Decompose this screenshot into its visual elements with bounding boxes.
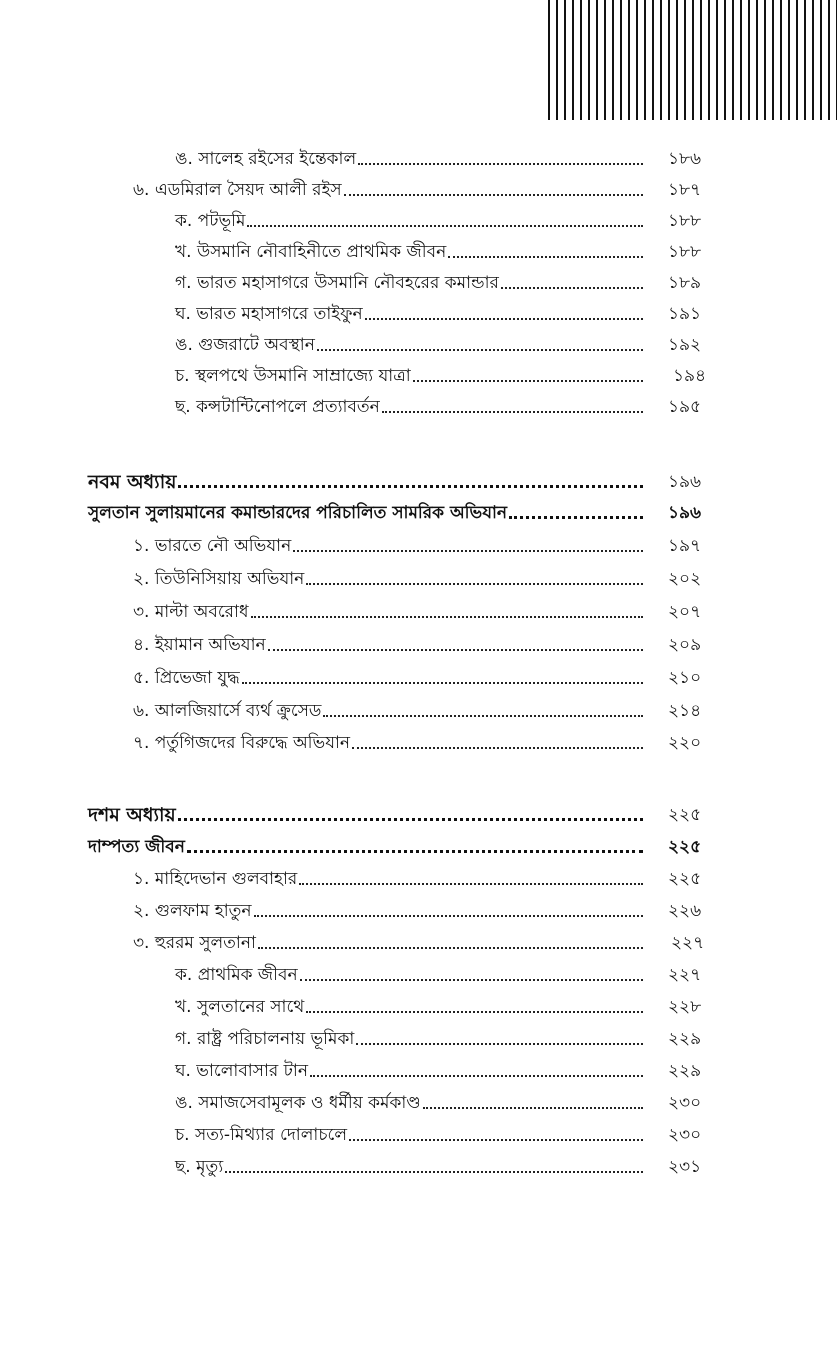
decorative-stripes bbox=[548, 0, 837, 120]
dot-leader bbox=[225, 1171, 643, 1173]
toc-entry[interactable] bbox=[175, 956, 643, 986]
toc-page-number: ২৩১ bbox=[668, 1157, 702, 1177]
toc-entry[interactable] bbox=[175, 326, 643, 356]
toc-entry[interactable] bbox=[133, 860, 643, 890]
toc-entry-label: ঘ. ভারত মহাসাগরে তাইফুন bbox=[175, 304, 363, 324]
toc-entry[interactable] bbox=[133, 171, 643, 201]
toc-page-number: ২২৫ bbox=[668, 869, 702, 889]
toc-entry[interactable] bbox=[133, 527, 643, 557]
toc-page-number: ২২৯ bbox=[668, 1061, 702, 1081]
dot-leader bbox=[317, 349, 643, 351]
toc-entry-label: ঙ. গুজরাটে অবস্থান bbox=[175, 335, 315, 355]
dot-leader bbox=[254, 915, 643, 917]
toc-entry[interactable] bbox=[175, 357, 643, 387]
toc-entry[interactable] bbox=[175, 202, 643, 232]
toc-entry-label: ৪. ইয়ামান অভিযান bbox=[133, 635, 266, 655]
toc-page-number: ১৯৫ bbox=[668, 397, 702, 417]
toc-page-number: ২০২ bbox=[668, 569, 702, 589]
toc-entry-label: ৬. এডমিরাল সৈয়দ আলী রইস bbox=[133, 180, 342, 200]
toc-page-number: ১৮৬ bbox=[668, 149, 702, 169]
toc-entry[interactable] bbox=[133, 692, 643, 722]
toc-page-number: ১৮৮ bbox=[668, 211, 702, 231]
toc-entry-label: ক. পটভূমি bbox=[175, 211, 246, 231]
toc-entry[interactable] bbox=[133, 626, 643, 656]
toc-page-number: ২১০ bbox=[668, 668, 702, 688]
toc-entry[interactable] bbox=[175, 1116, 643, 1146]
toc-entry-label: ২. গুলফাম হাতুন bbox=[133, 901, 252, 921]
dot-leader bbox=[300, 979, 643, 981]
toc-page-number: ২২৫ bbox=[668, 837, 702, 857]
toc-entry-label: ঘ. ভালোবাসার টান bbox=[175, 1061, 308, 1081]
dot-leader bbox=[356, 1043, 643, 1045]
dot-leader bbox=[178, 818, 643, 821]
dot-leader bbox=[242, 682, 643, 684]
toc-chapter-title[interactable] bbox=[88, 494, 643, 524]
dot-leader bbox=[251, 616, 644, 618]
dot-leader bbox=[293, 550, 643, 552]
dot-leader bbox=[382, 411, 643, 413]
toc-entry-label: চ. সত্য-মিথ্যার দোলাচলে bbox=[175, 1125, 347, 1145]
toc-entry[interactable] bbox=[133, 892, 643, 922]
toc-entry-label: ১. ভারতে নৌ অভিযান bbox=[133, 536, 292, 556]
dot-leader bbox=[413, 380, 643, 382]
toc-page-number: ২২৭ bbox=[671, 933, 705, 953]
dot-leader bbox=[187, 850, 643, 853]
toc-entry-label: ৭. পর্তুগিজদের বিরুদ্ধে অভিযান bbox=[133, 733, 351, 753]
toc-page-number: ২২৫ bbox=[668, 805, 702, 825]
toc-page-number: ২৩০ bbox=[668, 1125, 702, 1145]
dot-leader bbox=[258, 947, 643, 949]
toc-page-number: ১৯২ bbox=[668, 335, 702, 355]
dot-leader bbox=[306, 1011, 643, 1013]
toc-entry[interactable] bbox=[175, 295, 643, 325]
toc-chapter-heading[interactable] bbox=[88, 796, 643, 826]
toc-entry-label: ২. তিউনিসিয়ায় অভিযান bbox=[133, 569, 305, 589]
dot-leader bbox=[306, 583, 643, 585]
toc-entry[interactable] bbox=[175, 388, 643, 418]
toc-entry-label: সুলতান সুলায়মানের কমান্ডারদের পরিচালিত সামরিক অভিযান bbox=[88, 503, 508, 523]
toc-entry[interactable] bbox=[133, 924, 643, 954]
dot-leader bbox=[423, 1107, 643, 1109]
toc-entry[interactable] bbox=[175, 988, 643, 1018]
toc-page-number: ২০৯ bbox=[668, 635, 702, 655]
toc-entry-label: ৬. আলজিয়ার্সে ব্যর্থ ক্রুসেড bbox=[133, 701, 322, 721]
toc-page-number: ২২৬ bbox=[668, 901, 702, 921]
dot-leader bbox=[509, 516, 643, 519]
toc-page-number: ১৮৮ bbox=[668, 242, 702, 262]
toc-entry-label: ঙ. সালেহ রইসের ইন্তেকাল bbox=[175, 149, 357, 169]
toc-page-number: ১৯৭ bbox=[668, 536, 702, 556]
toc-entry-label: চ. স্থলপথে উসমানি সাম্রাজ্যে যাত্রা bbox=[175, 366, 411, 386]
toc-entry[interactable] bbox=[175, 1052, 643, 1082]
toc-page-number: ২০৭ bbox=[668, 602, 702, 622]
toc-entry-label: খ. উসমানি নৌবাহিনীতে প্রাথমিক জীবন bbox=[175, 242, 447, 262]
toc-entry[interactable] bbox=[175, 1148, 643, 1178]
toc-entry-label: ক. প্রাথমিক জীবন bbox=[175, 965, 298, 985]
dot-leader bbox=[349, 1139, 643, 1141]
toc-entry-label: ৩. মাল্টা অবরোধ bbox=[133, 602, 249, 622]
toc-entry[interactable] bbox=[133, 724, 643, 754]
toc-entry-label: ঙ. সমাজসেবামূলক ও ধর্মীয় কর্মকাণ্ড bbox=[175, 1093, 421, 1113]
toc-page-number: ১৯১ bbox=[668, 304, 702, 324]
toc-entry-label: দশম অধ্যায় bbox=[88, 804, 176, 826]
toc-entry-label: ৫. প্রিভেজা যুদ্ধ bbox=[133, 668, 240, 688]
toc-entry[interactable] bbox=[133, 659, 643, 689]
toc-entry-label: গ. রাষ্ট্র পরিচালনায় ভূমিকা bbox=[175, 1029, 355, 1049]
toc-page-number: ২২৮ bbox=[668, 997, 702, 1017]
toc-entry[interactable] bbox=[175, 1020, 643, 1050]
toc-chapter-title[interactable] bbox=[88, 828, 643, 858]
toc-entry-label: ছ. মৃত্যু bbox=[175, 1157, 224, 1177]
toc-entry-label: ১. মাহিদেভান গুলবাহার bbox=[133, 869, 298, 889]
toc-entry-label: ৩. হুররম সুলতানা bbox=[133, 933, 256, 953]
toc-entry[interactable] bbox=[133, 593, 643, 623]
toc-entry-label: গ. ভারত মহাসাগরে উসমানি নৌবহরের কমান্ডার bbox=[175, 273, 499, 293]
dot-leader bbox=[178, 485, 643, 488]
dot-leader bbox=[247, 225, 643, 227]
toc-page-number: ২১৪ bbox=[668, 701, 702, 721]
dot-leader bbox=[344, 194, 643, 196]
toc-chapter-heading[interactable] bbox=[88, 463, 643, 493]
toc-page-number: ২২০ bbox=[668, 733, 702, 753]
dot-leader bbox=[501, 287, 643, 289]
dot-leader bbox=[448, 256, 643, 258]
toc-page-number: ২২৭ bbox=[668, 965, 702, 985]
toc-entry[interactable] bbox=[175, 233, 643, 263]
toc-entry[interactable] bbox=[175, 140, 643, 170]
toc-page-number: ২২৯ bbox=[668, 1029, 702, 1049]
toc-entry[interactable] bbox=[175, 1084, 643, 1114]
toc-entry-label: দাম্পত্য জীবন bbox=[88, 837, 185, 857]
toc-page-number: ১৮৯ bbox=[668, 273, 702, 293]
toc-page-number: ১৯৪ bbox=[673, 366, 707, 386]
dot-leader bbox=[365, 318, 643, 320]
toc-entry-label: নবম অধ্যায় bbox=[88, 471, 177, 493]
dot-leader bbox=[352, 747, 643, 749]
dot-leader bbox=[323, 715, 643, 717]
dot-leader bbox=[358, 163, 643, 165]
toc-entry-label: খ. সুলতানের সাথে bbox=[175, 997, 305, 1017]
dot-leader bbox=[310, 1075, 643, 1077]
toc-entry[interactable] bbox=[175, 264, 643, 294]
toc-page-number: ১৯৬ bbox=[668, 503, 702, 523]
toc-entry-label: ছ. কন্সটান্টিনোপলে প্রত্যাবর্তন bbox=[175, 397, 380, 417]
toc-entry[interactable] bbox=[133, 560, 643, 590]
dot-leader bbox=[268, 649, 643, 651]
dot-leader bbox=[299, 883, 643, 885]
toc-page-number: ১৯৬ bbox=[668, 472, 702, 492]
toc-page-number: ১৮৭ bbox=[668, 180, 702, 200]
toc-page-number: ২৩০ bbox=[668, 1093, 702, 1113]
